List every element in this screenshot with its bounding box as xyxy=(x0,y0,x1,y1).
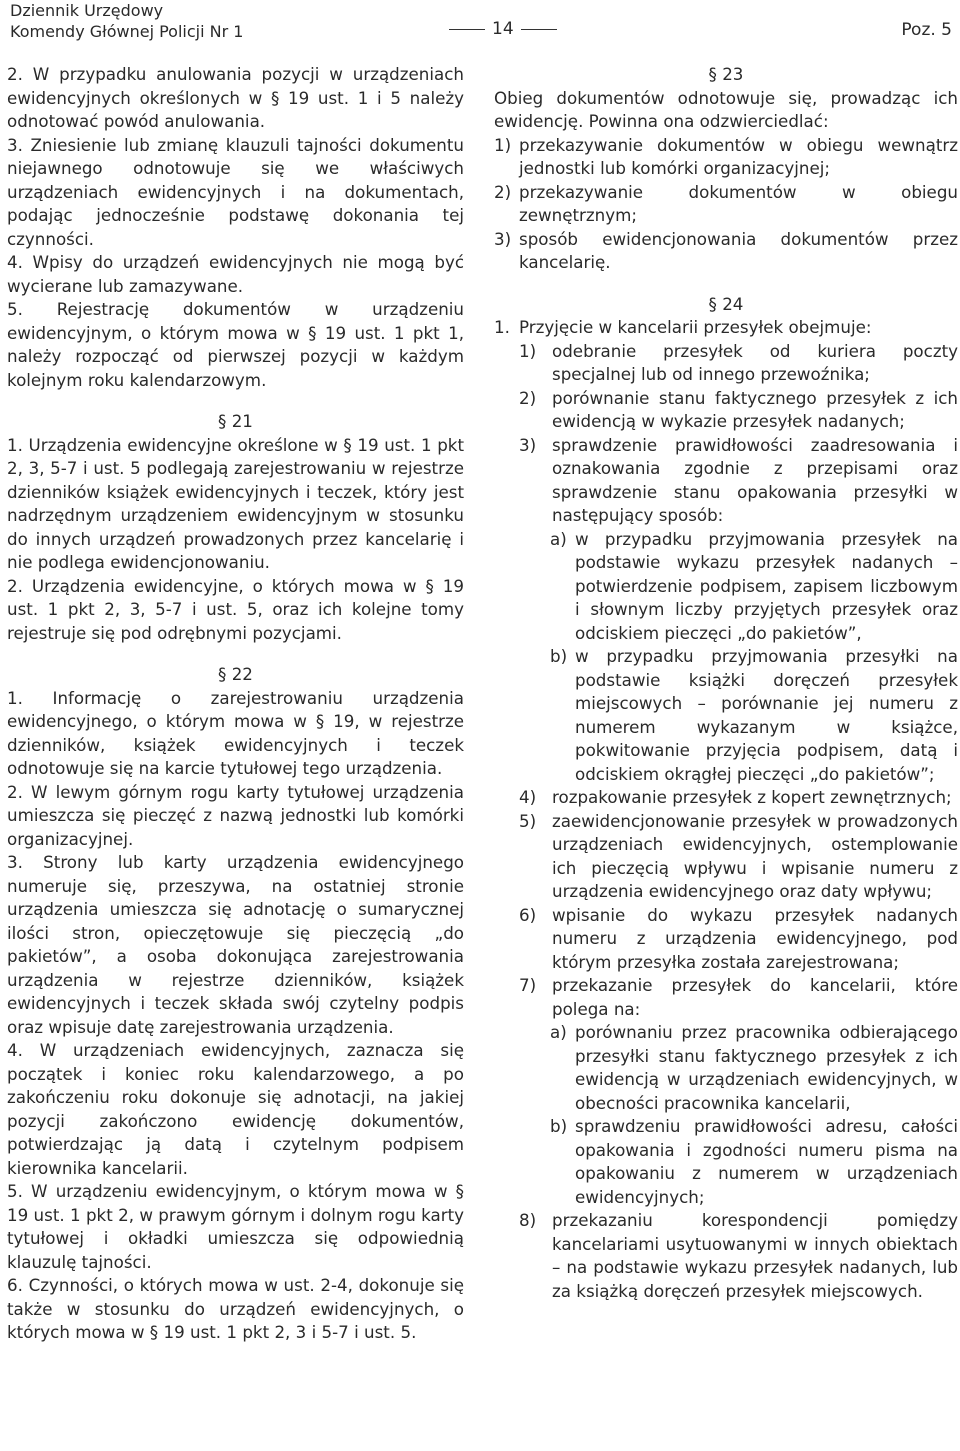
list-letter: a) xyxy=(550,1022,567,1042)
paragraph: 2. Urządzenia ewidencyjne, o których mowa w § 19 ust. 1 pkt 2, 3, 5-7 i ust. 5, oraz ich kolejne tomy rejestruje się pod odrębnymi pozycjami. xyxy=(7,575,464,643)
list-letter: b) xyxy=(550,1116,568,1136)
list-number: 2) xyxy=(519,387,537,408)
list-text: porównaniu przez pracownika odbierającego przesyłki stanu faktycznego przesyłek z ich ewidencją w urządzeniach ewidencyjnych, w obecności pracownika kancelarii, xyxy=(575,1022,958,1113)
page-number: 14 xyxy=(492,19,514,39)
list-text: przekazywanie dokumentów w obiegu wewnątrz jednostki lub komórki organizacyjnej; xyxy=(519,134,958,178)
list-number: 3) xyxy=(494,228,512,249)
list-item xyxy=(494,786,958,810)
paragraph: 2. W lewym górnym rogu karty tytułowej urządzenia umieszcza się pieczęć z nazwą jednostki lub komórki organizacyjnej. xyxy=(7,781,464,849)
list-letter: b) xyxy=(550,646,568,666)
list-item xyxy=(494,974,958,1021)
list-item xyxy=(494,387,958,434)
list-item xyxy=(494,810,958,904)
list-item xyxy=(494,904,958,975)
list-text: przekazywanie dokumentów w obiegu zewnętrznym; xyxy=(519,181,958,225)
list-number: 5) xyxy=(519,810,537,831)
list-number: 1) xyxy=(519,340,537,361)
list-number: 4) xyxy=(519,787,537,807)
list-item xyxy=(494,1021,958,1115)
paragraph: 6. Czynności, o których mowa w ust. 2-4, dokonuje się także w stosunku do urządzeń ewidencyjnych, o których mowa w § 19 ust. 1 pkt 2, 3 i 5-7 i ust. 5. xyxy=(7,1275,464,1342)
dash-left xyxy=(449,29,485,30)
header-left xyxy=(10,0,243,42)
right-column xyxy=(494,63,958,1303)
list-text: sposób ewidencjonowania dokumentów przez kancelarię. xyxy=(519,228,958,272)
left-column xyxy=(7,63,464,1345)
list-number: 7) xyxy=(519,975,537,995)
list-item xyxy=(494,181,958,228)
paragraph: 3. Zniesienie lub zmianę klauzuli tajności dokumentu niejawnego odnotowuje się we właściwych urządzeniach ewidencyjnych i na dokumentach, podając jednocześnie podstawę dokonania tej czynności. xyxy=(7,134,464,249)
paragraph: 1. Urządzenia ewidencyjne określone w § 19 ust. 1 pkt 2, 3, 5-7 i ust. 5 podlegają zarejestrowaniu w rejestrze dzienników książek ewidencyjnych i teczek, który jest nadrzędnym urządzeniem ewidencyjnym w stosunku do innych urządzeń prowadzonych przez kancelarię i nie podlega ewidencjonowaniu. xyxy=(7,434,464,572)
journal-title: Dziennik Urzędowy xyxy=(10,1,164,20)
list-number: 8) xyxy=(519,1210,537,1230)
paragraph: Obieg dokumentów odnotowuje się, prowadząc ich ewidencję. Powinna ona odzwierciedlać: xyxy=(494,87,958,131)
list-item xyxy=(494,434,958,528)
list-text: przekazanie przesyłek do kancelarii, które polega na: xyxy=(552,975,958,1019)
paragraph: 1. Informację o zarejestrowaniu urządzenia ewidencyjnego, o którym mowa w § 19, w rejestrze dzienników, książek ewidencyjnych i teczek odnotowuje się na karcie tytułowej tego urządzenia. xyxy=(7,687,464,778)
list-item xyxy=(494,340,958,387)
page-number-block xyxy=(442,19,564,40)
list-text: wpisanie do wykazu przesyłek nadanych numeru z urządzenia ewidencyjnego, pod którym przesyłka została zarejestrowana; xyxy=(552,904,958,972)
list-text: sprawdzenie prawidłowości zaadresowania i oznakowania zgodnie z przepisami oraz sprawdzenie stanu opakowania przesyłki w następujący sposób: xyxy=(552,434,958,525)
section-heading: § 23 xyxy=(708,64,744,84)
list-item xyxy=(494,1115,958,1209)
list-item xyxy=(494,645,958,786)
list-letter: a) xyxy=(550,528,567,549)
page-header xyxy=(10,0,954,44)
list-text: rozpakowanie przesyłek z kopert zewnętrznych; xyxy=(552,787,952,807)
list-item xyxy=(494,228,958,275)
list-item xyxy=(494,528,958,646)
list-item xyxy=(494,1209,958,1303)
list-text: odebranie przesyłek od kuriera poczty specjalnej lub od innego przewoźnika; xyxy=(552,340,958,384)
paragraph: 2. W przypadku anulowania pozycji w urządzeniach ewidencyjnych określonych w § 19 ust. 1 i 5 należy odnotować powód anulowania. xyxy=(7,64,464,131)
list-number: 1) xyxy=(494,134,512,155)
paragraph: 5. W urządzeniu ewidencyjnym, o którym mowa w § 19 ust. 1 pkt 2, w prawym górnym i dolnym rogu karty tytułowej i okładki umieszcza się odpowiednią klauzulę tajności. xyxy=(7,1181,464,1272)
list-text: w przypadku przyjmowania przesyłki na podstawie książki doręczeń przesyłek miejscowych – porównanie jej numeru z numerem wykazanym w książce, pokwitowanie przyjęcia podpisem, datą i odciskiem okrągłej pieczęci „do pakietów”; xyxy=(575,646,958,784)
list-item xyxy=(494,316,958,340)
list-text: Przyjęcie w kancelarii przesyłek obejmuje: xyxy=(519,317,872,337)
section-heading: § 24 xyxy=(708,293,744,314)
list-text: porównanie stanu faktycznego przesyłek z ich ewidencją w wykazie przesyłek nadanych; xyxy=(552,387,958,431)
list-text: w przypadku przyjmowania przesyłek na podstawie wykazu przesyłek nadanych – potwierdzenie podpisem, zapisem liczbowym i słownym liczby przyjętych przesyłek oraz odciskiem pieczęci „do pakietów”, xyxy=(575,528,958,643)
dash-right xyxy=(521,29,557,30)
list-item xyxy=(494,134,958,181)
paragraph: 3. Strony lub karty urządzenia ewidencyjnego numeruje się, przeszywa, na ostatniej stronie urządzenia umieszcza się adnotację o sumarycznej ilości stron, opieczętowuje się pieczęcią „do pakietów”, a osoba dokonująca zarejestrowania urządzenia w rejestrze dzienników, książek ewidencyjnych i teczek składa swój czytelny podpis oraz wpisuje datę zarejestrowania urządzenia. xyxy=(7,852,464,1037)
list-number: 2) xyxy=(494,181,512,202)
position-number: Poz. 5 xyxy=(901,20,952,40)
list-number: 6) xyxy=(519,904,537,925)
paragraph: 4. Wpisy do urządzeń ewidencyjnych nie mogą być wycierane lub zamazywane. xyxy=(7,252,464,296)
list-text: przekazaniu korespondencji pomiędzy kancelariami usytuowanymi w innych obiektach – na podstawie wykazu przesyłek nadanych, lub za książką doręczeń przesyłek miejscowych. xyxy=(552,1210,958,1301)
paragraph: 4. W urządzeniach ewidencyjnych, zaznacza się początek i koniec roku kalendarzowego, a po zakończeniu roku dokonuje się adnotacji, na jakiej pozycji zakończono ewidencję dokumentów, potwierdzając ją datą i czytelnym podpisem kierownika kancelarii. xyxy=(7,1040,464,1178)
list-text: sprawdzeniu prawidłowości adresu, całości opakowania i zgodności numeru pisma na opakowaniu z numerem w urządzeniach ewidencyjnych; xyxy=(575,1116,958,1207)
list-number: 1. xyxy=(494,317,510,337)
issuer-name: Komendy Głównej Policji Nr 1 xyxy=(10,22,244,41)
section-heading: § 21 xyxy=(218,411,253,431)
section-heading: § 22 xyxy=(218,664,253,684)
list-text: zaewidencjonowanie przesyłek w prowadzonych urządzeniach ewidencyjnych, ostemplowanie ich pieczęcią wpływu i wpisanie numeru z urządzenia ewidencyjnego oraz daty wpływu; xyxy=(552,810,958,901)
paragraph: 5. Rejestrację dokumentów w urządzeniu ewidencyjnym, o którym mowa w § 19 ust. 1 pkt 1, należy rozpocząć od pierwszej pozycji w każdym kolejnym roku kalendarzowym. xyxy=(7,299,464,390)
list-number: 3) xyxy=(519,434,537,455)
